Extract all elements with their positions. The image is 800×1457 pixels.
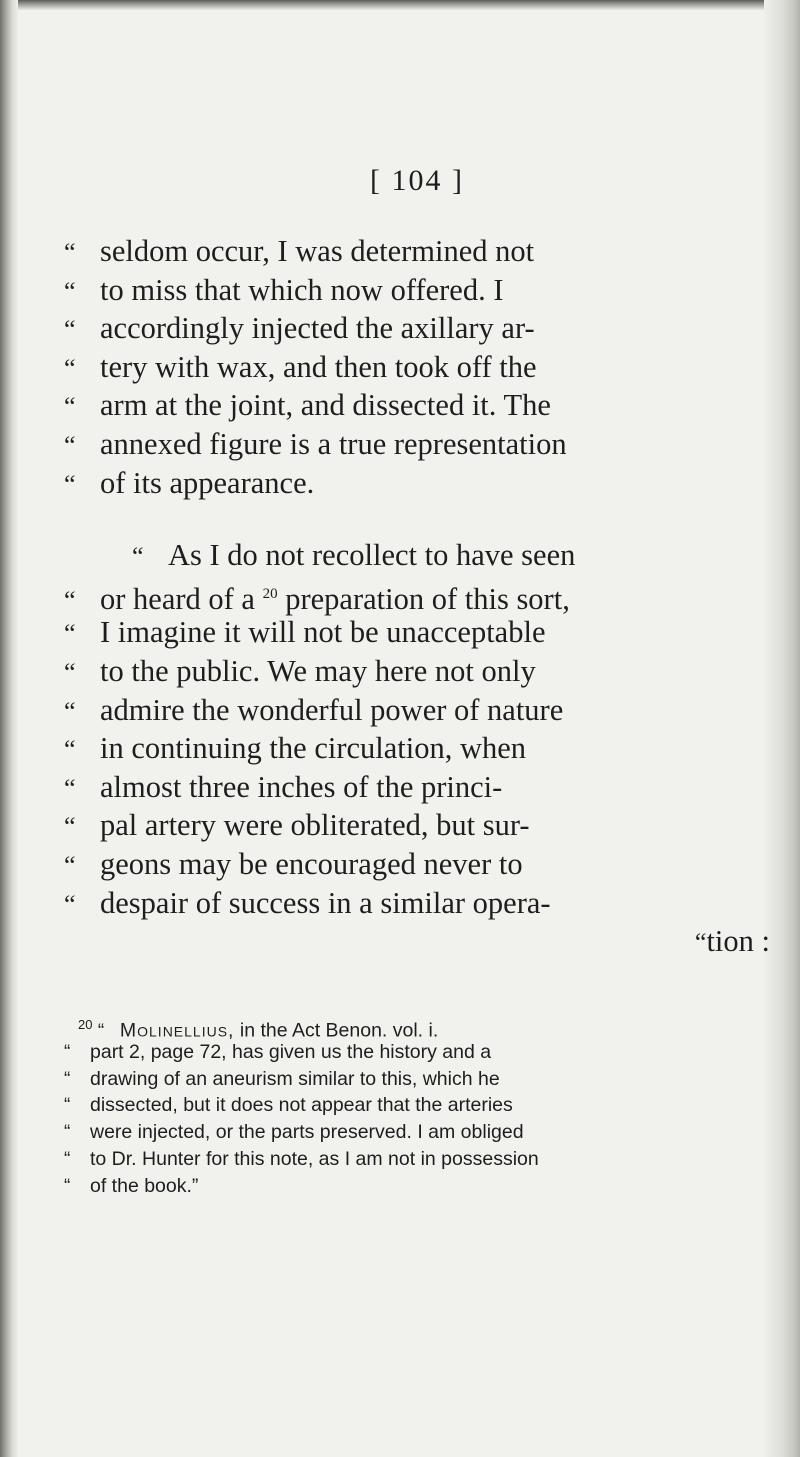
footnote-line: “ of the book.” [64, 1173, 774, 1200]
footnote-line: “ drawing of an aneurism similar to this, which he [64, 1066, 774, 1093]
text-line: “ tery with wax, and then took off the [64, 348, 774, 387]
quote-mark: “ [64, 1148, 71, 1170]
quote-mark: “ [694, 928, 707, 958]
text-line: “ arm at the joint, and dissected it. The [64, 386, 774, 425]
quote-mark: “ [97, 1020, 105, 1042]
text-line: “ almost three inches of the princi- [64, 768, 774, 807]
quote-mark: “ [64, 430, 76, 460]
footnote-author: Molinellius, [119, 1019, 235, 1042]
footnote-line: “ to Dr. Hunter for this note, as I am not in possession [64, 1146, 774, 1173]
text-line: “ or heard of a $^{20}$ preparation of this sort, [64, 575, 774, 614]
footnote [64, 1012, 774, 1200]
footnote-reference: 20 [262, 585, 278, 602]
footnote-number: 20 [78, 1017, 93, 1032]
text-line: “ seldom occur, I was determined not [64, 232, 774, 271]
text-line: “ geons may be encouraged never to [64, 845, 774, 884]
quote-mark: “ [64, 585, 76, 615]
quote-mark: “ [64, 392, 76, 422]
footnote-line: “ part 2, page 72, has given us the history and a [64, 1039, 774, 1066]
quote-mark: “ [64, 812, 76, 842]
page-top-edge [0, 0, 800, 10]
page-left-edge [0, 0, 18, 1457]
text-line: “ of its appearance. [64, 464, 774, 503]
quote-mark: “ [64, 850, 76, 880]
text-line: “ admire the wonderful power of nature [64, 691, 774, 730]
page-number: [ 104 ] [370, 164, 464, 197]
text-line: “ in continuing the circulation, when [64, 729, 774, 768]
quote-mark: “ [64, 696, 76, 726]
quote-mark: “ [64, 889, 76, 919]
footnote-line: “ dissected, but it does not appear that the arteries [64, 1092, 774, 1119]
quote-mark: “ [64, 353, 76, 383]
quote-mark: “ [64, 1068, 71, 1090]
main-text [64, 232, 774, 961]
quote-mark: “ [64, 315, 76, 345]
text-line: “ despair of success in a similar opera- [64, 884, 774, 923]
quote-mark: “ [64, 657, 76, 687]
text-line: “ to miss that which now offered. I [64, 271, 774, 310]
quote-mark: “ [64, 469, 76, 499]
footnote-line: $^{20}$ “ Molinellius, in the Act Benon. vol. i. [64, 1012, 774, 1039]
quote-mark: “ [64, 238, 76, 267]
text-line: “ pal artery were obliterated, but sur- [64, 806, 774, 845]
text-line: “ annexed figure is a true representation [64, 425, 774, 464]
catchword: “tion : [64, 922, 774, 961]
quote-mark: “ [132, 542, 144, 572]
quote-mark: “ [64, 1175, 71, 1197]
quote-mark: “ [64, 773, 76, 803]
text-line: “ I imagine it will not be unacceptable [64, 613, 774, 652]
quote-mark: “ [64, 1095, 71, 1117]
text-line: “ accordingly injected the axillary ar- [64, 309, 774, 348]
quote-mark: “ [64, 276, 76, 306]
quote-mark: “ [64, 735, 76, 765]
quote-mark: “ [64, 1122, 71, 1144]
quote-mark: “ [64, 619, 76, 649]
footnote-line: “ were injected, or the parts preserved. I am obliged [64, 1119, 774, 1146]
text-line: “ As I do not recollect to have seen [64, 536, 774, 575]
quote-mark: “ [64, 1041, 71, 1063]
text-line: “ to the public. We may here not only [64, 652, 774, 691]
